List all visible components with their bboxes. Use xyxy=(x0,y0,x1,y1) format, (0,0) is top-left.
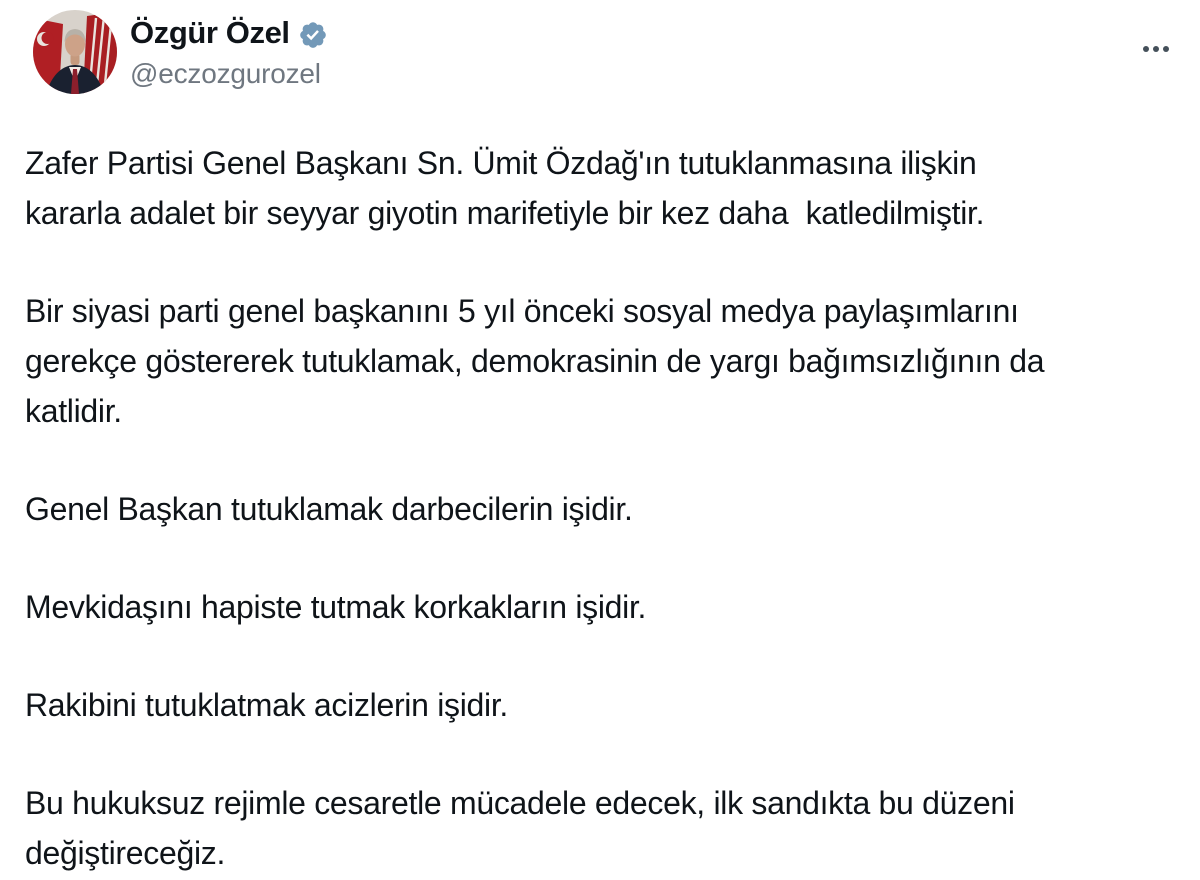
author-name-row xyxy=(130,12,328,54)
verified-badge-icon xyxy=(298,20,328,50)
tweet-header xyxy=(25,10,1175,94)
tweet-text xyxy=(25,138,1175,878)
tweet-paragraph xyxy=(25,778,1175,878)
tweet-text-line: Bir siyasi parti genel başkanını 5 yıl önceki sosyal medya paylaşımlarını xyxy=(25,293,1019,329)
more-icon xyxy=(1143,46,1149,52)
tweet-text-line: katlidir. xyxy=(25,393,122,429)
tweet-text-line: Genel Başkan tutuklamak darbecilerin işidir. xyxy=(25,491,633,527)
tweet-text-line: gerekçe göstererek tutuklamak, demokrasinin de yargı bağımsızlığının da xyxy=(25,343,1045,379)
tweet-text-line: kararla adalet bir seyyar giyotin marifetiyle bir kez daha katledilmiştir. xyxy=(25,195,985,231)
more-button[interactable] xyxy=(1137,40,1175,58)
tweet-paragraph xyxy=(25,286,1175,436)
author-block xyxy=(130,10,328,91)
tweet-paragraph xyxy=(25,484,1175,534)
tweet-text-line: Zafer Partisi Genel Başkanı Sn. Ümit Özdağ'ın tutuklanmasına ilişkin xyxy=(25,145,977,181)
author-handle[interactable]: @eczozgurozel xyxy=(130,58,321,89)
more-icon xyxy=(1163,46,1169,52)
tweet-text-line: Rakibini tutuklatmak acizlerin işidir. xyxy=(25,687,509,723)
more-icon xyxy=(1153,46,1159,52)
tweet-paragraph xyxy=(25,582,1175,632)
author-name[interactable]: Özgür Özel xyxy=(130,15,290,50)
tweet-paragraph xyxy=(25,138,1175,238)
avatar[interactable] xyxy=(33,10,117,94)
tweet-text-line: Bu hukuksuz rejimle cesaretle mücadele edecek, ilk sandıkta bu düzeni xyxy=(25,785,1015,821)
tweet-text-line: değiştireceğiz. xyxy=(25,835,226,871)
tweet-text-line: Mevkidaşını hapiste tutmak korkakların işidir. xyxy=(25,589,647,625)
profile-photo xyxy=(33,10,117,94)
tweet-paragraph xyxy=(25,680,1175,730)
